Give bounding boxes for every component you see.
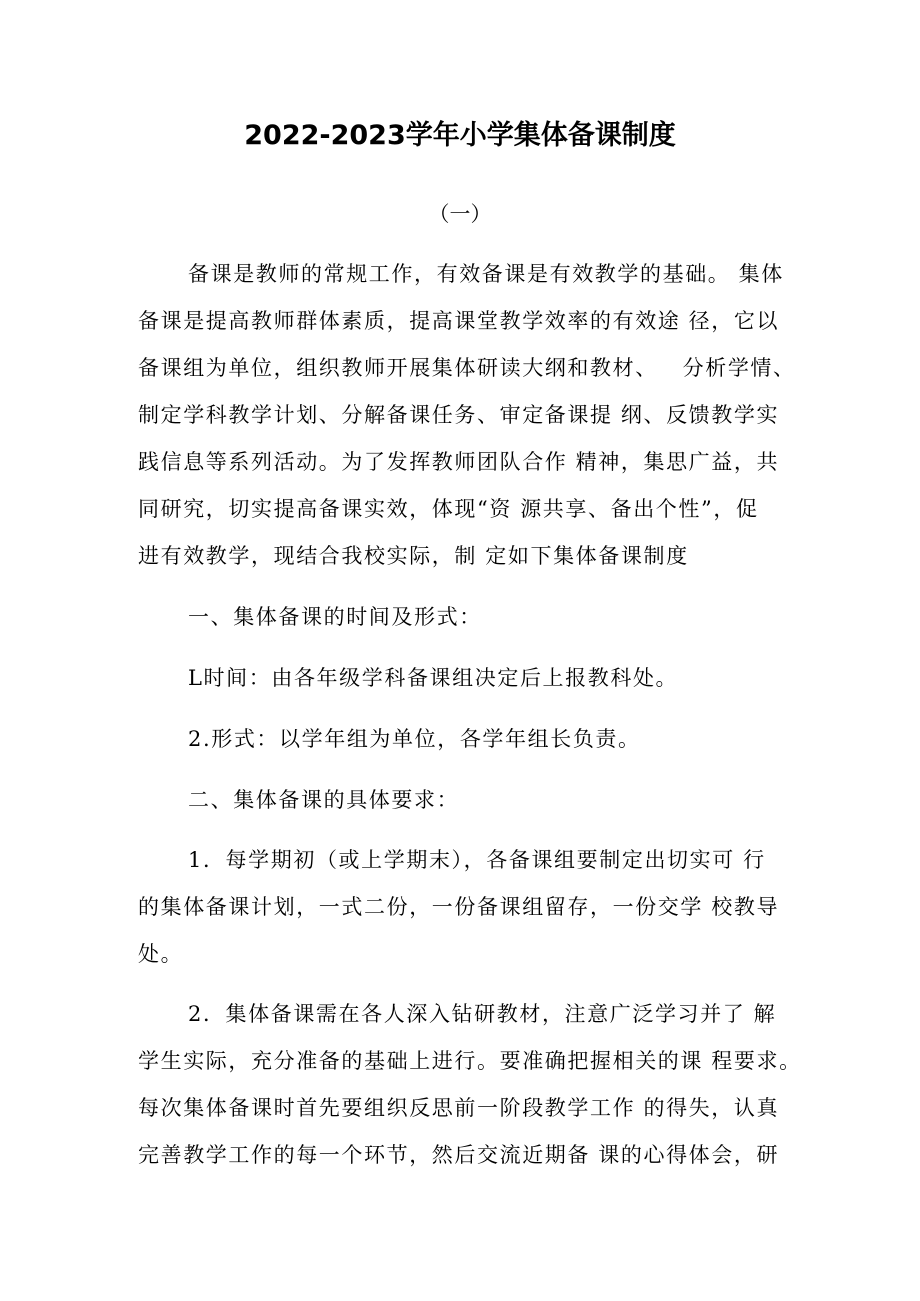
paragraph-line: 完善教学工作的每一个环节，然后交流近期备 课的心得体会，研 — [138, 1143, 780, 1167]
section-heading: 一、集体备课的时间及形式： — [188, 605, 482, 629]
section-heading: 二、集体备课的具体要求： — [188, 788, 460, 812]
paragraph-line: 进有效教学，现结合我校实际，制 定如下集体备课制度 — [138, 544, 689, 568]
paragraph-line: 的集体备课计划，一式二份，一份备课组留存，一份交学 校教导 — [138, 895, 780, 919]
paragraph-line: 践信息等系列活动。为了发挥教师团队合作 精神，集思广益，共 — [138, 450, 780, 474]
list-item: L时间：由各年级学科备课组决定后上报教科处。 — [188, 666, 679, 690]
paragraph-line: 备课是提高教师群体素质，提高课堂教学效率的有效途 径，它以 — [138, 309, 780, 333]
paragraph-line: 备课是教师的常规工作，有效备课是有效教学的基础。 集体 — [188, 262, 784, 286]
section-number: （一） — [428, 202, 492, 226]
paragraph-line: 处。 — [138, 942, 184, 966]
paragraph-line: 学生实际，充分准备的基础上进行。要准确把握相关的课 程要求。 — [138, 1049, 802, 1073]
paragraph-line: 每次集体备课时首先要组织反思前一阶段教学工作 的得失，认真 — [138, 1096, 780, 1120]
paragraph-line: 制定学科教学计划、分解备课任务、审定备课提 纲、反馈教学实 — [138, 403, 780, 427]
list-item: 2.形式：以学年组为单位，各学年组长负责。 — [188, 727, 641, 751]
paragraph-line: 同研究，切实提高备课实效，体现“资 源共享、备出个性”，促 — [138, 497, 759, 521]
paragraph-line: 备课组为单位，组织教师开展集体研读大纲和教材、 分析学情、 — [138, 356, 796, 380]
list-item: 2．集体备课需在各人深入钻研教材，注意广泛学习并了 解 — [188, 1002, 777, 1026]
document-title: 2022-2023学年小学集体备课制度 — [244, 120, 676, 151]
list-item: 1．每学期初（或上学期末），各备课组要制定出切实可 行 — [188, 848, 766, 872]
